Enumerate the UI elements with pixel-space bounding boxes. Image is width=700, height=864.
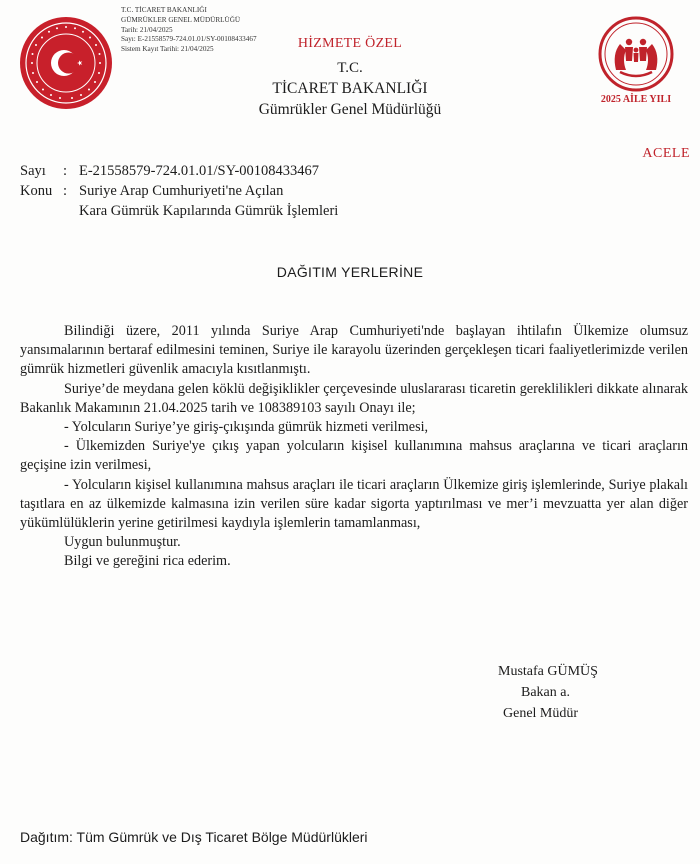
signatory-name: Mustafa GÜMÜŞ [498, 664, 598, 679]
registry-line: Tarih: 21/04/2025 [121, 25, 173, 34]
konu-line-1: Suriye Arap Cumhuriyeti'ne Açılan [79, 183, 284, 199]
registry-line: Sistem Kayıt Tarihi: 21/04/2025 [121, 45, 214, 54]
registry-line: GÜMRÜKLER GENEL MÜDÜRLÜĞÜ [121, 15, 241, 24]
approval-sentence: Uygun bulunmuştur. [64, 534, 181, 551]
sayi-value: E-21558579-724.01.01/SY-00108433467 [79, 163, 320, 179]
registry-line: T.C. TİCARET BAKANLIĞI [121, 6, 207, 14]
urgency-label: ACELE [642, 146, 690, 161]
ministry-header: TİCARET BAKANLIĞI [272, 80, 428, 97]
distribution-heading: DAĞITIM YERLERİNE [276, 264, 424, 280]
directorate-header: Gümrükler Genel Müdürlüğü [258, 101, 442, 118]
paragraph-background: Bilindiği üzere, 2011 yılında Suriye Arap Cumhuriyeti'nde başlayan ihtilafın Ülkemize olumsuz yansımalarının bertaraf edilmesini teminen, Suriye ile karayolu üzerinden gerçekleşen ticari faaliyetlerimizde verilen gümrük hizmetleri güvenlik amacıyla kısıtlanmıştı. [20, 323, 688, 378]
signatory-on-behalf: Bakan a. [521, 685, 570, 700]
classification-label: HİZMETE ÖZEL [297, 36, 403, 51]
sayi-colon: : [63, 163, 68, 179]
konu-colon: : [63, 183, 68, 199]
bullet-vehicle-entry: - Yolcuların kişisel kullanımına mahsus araçları ile ticari araçların Ülkemize giriş işlemlerinde, Suriye plakalı taşıtlara en az ülkemizde kalmasına izin verilen süre kadar sigorta yaptırılması ve mer’i mevzuatta yer alan diğer yükümlülüklerin yerine getirilmesi kaydıyla işlemlerin tamamlanması, [20, 476, 688, 532]
paragraph-approval: Suriye’de meydana gelen köklü değişiklikler çerçevesinde uluslararası ticaretin gereklilikleri dikkate alınarak Bakanlık Makamının 21.04.2025 tarih ve 108389103 sayılı Onayı ile; [20, 380, 688, 416]
family-year-caption: 2025 AİLE YILI [600, 94, 672, 105]
bullet-passenger-service: - Yolcuların Suriye’ye giriş-çıkışında gümrük hizmeti verilmesi, [64, 419, 429, 436]
registry-line: Sayı: E-21558579-724.01.01/SY-00108433467 [121, 35, 257, 44]
signatory-title: Genel Müdür [503, 706, 579, 721]
konu-line-2: Kara Gümrük Kapılarında Gümrük İşlemleri [79, 203, 339, 219]
letter-body [20, 322, 688, 572]
request-sentence: Bilgi ve gereğini rica ederim. [64, 553, 231, 570]
konu-label: Konu [20, 183, 53, 199]
bullet-vehicle-exit: - Ülkemizden Suriye'ye çıkış yapan yolcuların kişisel kullanımına mahsus araçlarına ve ticari araçların geçişine izin verilmesi, [20, 438, 688, 474]
ministry-seal-logo [20, 17, 112, 109]
distribution-list: Dağıtım: Tüm Gümrük ve Dış Ticaret Bölge Müdürlükleri [20, 829, 368, 845]
country-header: T.C. [337, 60, 363, 76]
sayi-label: Sayı [20, 163, 46, 179]
family-year-logo [592, 14, 680, 106]
